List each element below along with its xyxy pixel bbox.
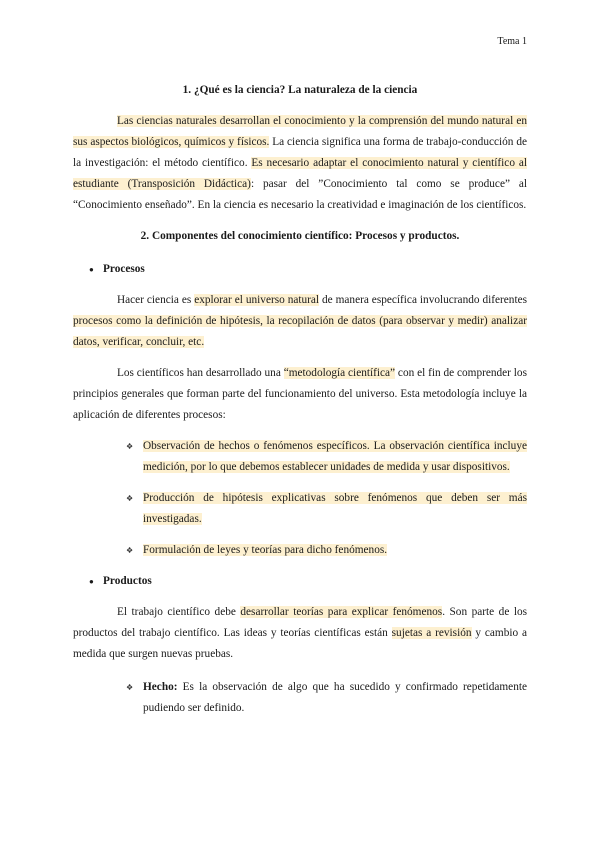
highlight-1: Las ciencias naturales desarrollan el conocimiento y la comprensión del mundo natural en sus aspectos biológicos, químicos y físicos. — [73, 115, 527, 148]
sublist-item — [73, 540, 527, 561]
page-header-label: Tema 1 — [497, 36, 527, 47]
bullet-procesos-list — [73, 259, 527, 280]
text-9: y cambio a medida que surgen nuevas pruebas. — [73, 627, 528, 660]
highlight-2: Es necesario adaptar el conocimiento natural y científico al estudiante (Transposición Didáctica) — [73, 157, 527, 190]
text-7: El trabajo científico debe — [117, 606, 241, 618]
section-1-title: 1. ¿Qué es la ciencia? La naturaleza de la ciencia — [182, 84, 418, 96]
sublist-item — [73, 488, 527, 530]
sublist-item-text: Producción de hipótesis explicativas sobre fenómenos que deben ser más investigadas. — [143, 492, 527, 525]
bullet-productos-list — [73, 571, 527, 592]
highlight-6: desarrollar teorías para explicar fenómenos — [240, 606, 443, 618]
text-8: . Son parte de los productos del trabajo científico. Las ideas y teorías científicas están — [73, 606, 528, 639]
highlight-3: explorar el universo natural — [194, 294, 320, 306]
hecho-text: Es la observación de algo que ha sucedido y confirmado repetidamente pudiendo ser definido. — [143, 681, 527, 714]
text-4: de manera específica involucrando diferentes — [319, 294, 527, 306]
productos-paragraph — [73, 602, 527, 665]
text-3: Hacer ciencia es — [117, 294, 195, 306]
text-5: Los científicos han desarrollado una — [117, 367, 284, 379]
text-1: La ciencia significa una forma de trabajo-conducción de la investigación: el método científico. — [73, 136, 527, 169]
highlight-7: sujetas a revisión — [391, 627, 472, 639]
productos-sublist — [73, 677, 527, 719]
sublist-item — [73, 436, 527, 478]
procesos-paragraph-1 — [73, 290, 527, 353]
procesos-sublist — [73, 436, 527, 561]
sublist-item-text: Formulación de leyes y teorías para dicho fenómenos. — [143, 544, 388, 556]
section-2-title: 2. Componentes del conocimiento científico: Procesos y productos. — [140, 230, 460, 242]
bullet-productos: ● Productos — [73, 571, 527, 592]
procesos-paragraph-2 — [73, 363, 527, 426]
highlight-5: “metodología científica” — [283, 367, 396, 379]
highlight-4: procesos como la definición de hipótesis, la recopilación de datos (para observar y medir) analizar datos, verificar, concluir, etc. — [73, 315, 527, 348]
text-2: : pasar del ”Conocimiento tal como se produce” al “Conocimiento enseñado”. En la ciencia es necesario la creatividad e imaginación de los científicos. — [73, 178, 527, 211]
hecho-label: Hecho: — [143, 681, 178, 693]
sublist-item-text: Observación de hechos o fenómenos específicos. La observación científica incluye medición, por lo que debemos establecer unidades de medida y usar dispositivos. — [143, 440, 527, 473]
section-1-paragraph — [73, 111, 527, 216]
bullet-procesos: ● Procesos — [73, 259, 527, 280]
document-body — [73, 80, 527, 729]
hecho-item — [73, 677, 527, 719]
text-6: con el fin de comprender los principios generales que forman parte del funcionamiento del universo. Esta metodología incluye la aplicación de diferentes procesos: — [73, 367, 527, 421]
